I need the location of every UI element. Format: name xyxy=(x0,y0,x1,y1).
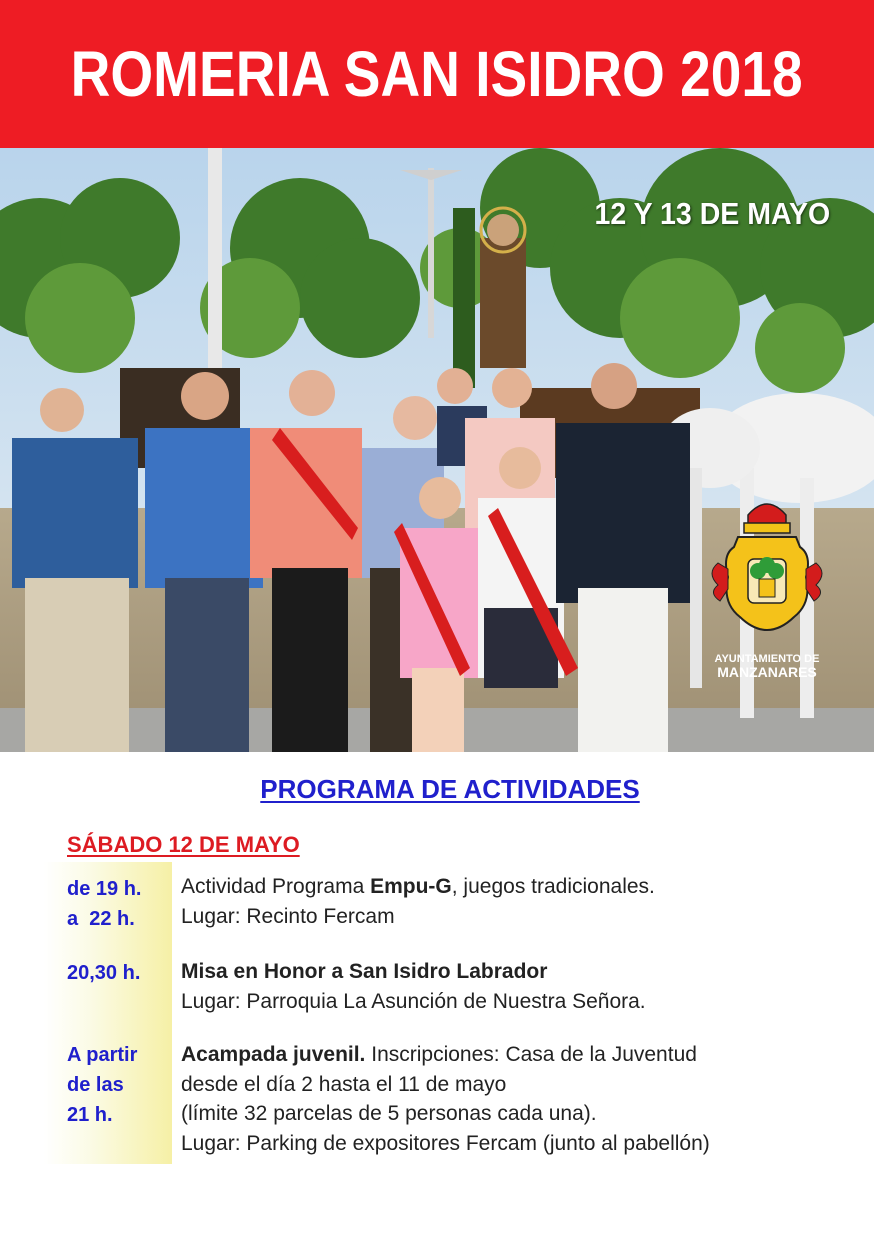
event-3-line-1 xyxy=(181,1040,710,1070)
day-heading: SÁBADO 12 DE MAYO xyxy=(67,832,300,857)
organization-line-1: AYUNTAMIENTO DE xyxy=(714,653,820,665)
coat-of-arms-icon xyxy=(708,493,826,653)
program-title: PROGRAMA DE ACTIVIDADES xyxy=(260,774,640,804)
event-3-description xyxy=(181,1040,710,1158)
organization-label xyxy=(700,653,834,680)
event-1-highlight: Empu-G xyxy=(370,875,452,898)
event-2-highlight: Misa en Honor a San Isidro Labrador xyxy=(181,960,548,983)
event-3-highlight: Acampada juvenil. xyxy=(181,1043,366,1066)
event-2-location: Lugar: Parroquia La Asunción de Nuestra Señora. xyxy=(181,989,646,1013)
event-3-suffix: Inscripciones: Casa de la Juventud xyxy=(365,1043,697,1066)
event-dates: 12 Y 13 DE MAYO xyxy=(594,196,830,231)
event-1-description xyxy=(181,872,655,931)
event-2-time: 20,30 h. xyxy=(67,962,141,984)
event-1-location: Lugar: Recinto Fercam xyxy=(181,904,395,928)
event-2-line-1 xyxy=(181,957,646,987)
event-2-description xyxy=(181,957,646,1016)
event-1-prefix: Actividad Programa xyxy=(181,875,371,898)
organization-line-2: MANZANARES xyxy=(717,664,817,681)
header-banner xyxy=(0,0,874,148)
event-1-time: de 19 h. a 22 h. xyxy=(67,878,142,930)
event-1-suffix: , juegos tradicionales. xyxy=(451,875,655,898)
event-1-line-1 xyxy=(181,872,655,902)
event-3-time: A partir de las 21 h. xyxy=(67,1044,138,1126)
event-3-line-3: (límite 32 parcelas de 5 personas cada una). xyxy=(181,1102,597,1125)
event-photo xyxy=(0,148,874,752)
event-3-location: Lugar: Parking de expositores Fercam (junto al pabellón) xyxy=(181,1131,710,1155)
page-title: ROMERIA SAN ISIDRO 2018 xyxy=(71,38,803,110)
event-3-line-2: desde el día 2 hasta el 11 de mayo xyxy=(181,1072,507,1096)
